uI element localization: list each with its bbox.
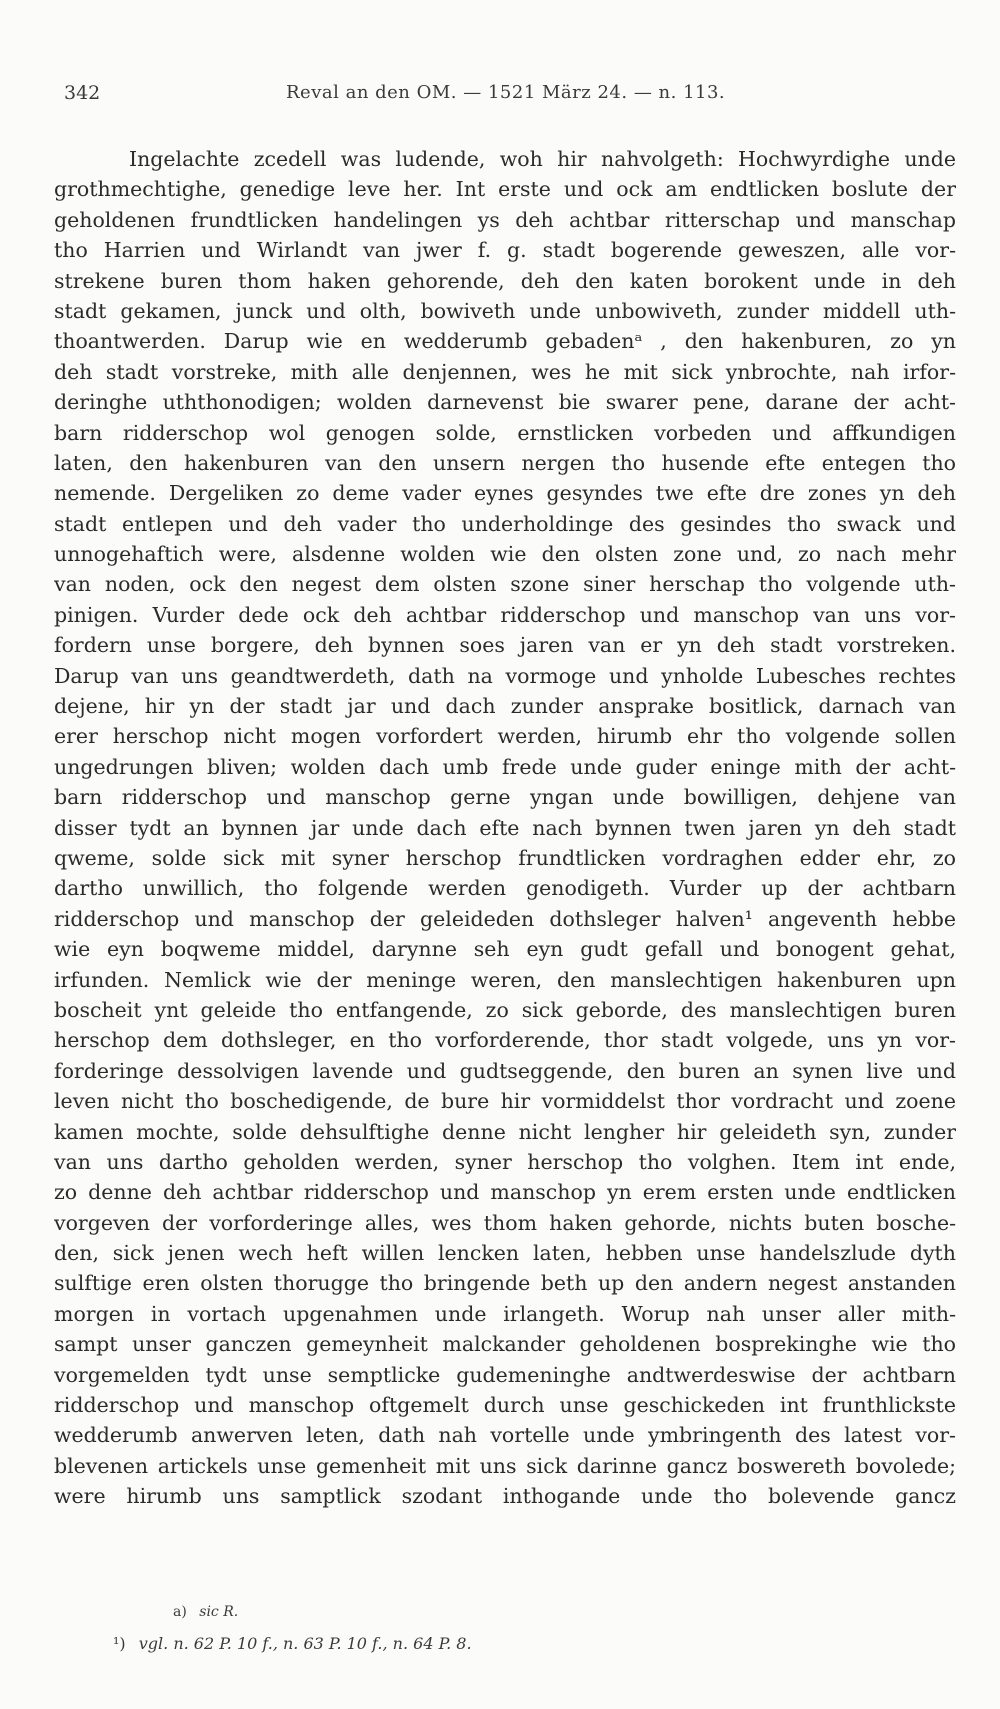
body-line: deh stadt vorstreke, mith alle denjennen, wes he mit sick ynbrochte, nah irfor- <box>54 359 956 384</box>
footnote-1-mark: ¹) <box>113 1634 126 1653</box>
body-line: sulftige eren olsten thorugge tho bringende beth up den andern negest anstanden <box>54 1271 956 1296</box>
body-line: deringhe uththonodigen; wolden darnevenst bie swarer pene, darane der acht- <box>54 390 956 415</box>
body-line: tho Harrien und Wirlandt van jwer f. g. stadt bogerende geweszen, alle vor- <box>54 238 956 263</box>
body-line: wie eyn boqweme middel, darynne seh eyn gudt gefall und bonogent gehat, <box>54 937 956 962</box>
page-header <box>64 82 944 110</box>
body-line: blevenen artickels unse gemenheit mit uns sick darinne gancz boswereth bovolede; <box>54 1453 956 1478</box>
footnote-alpha-mark: a) <box>173 1604 187 1620</box>
body-line: pinigen. Vurder dede ock deh achtbar ridderschop und manschop van uns vor- <box>54 602 956 627</box>
body-line: qweme, solde sick mit syner herschop frundtlicken vordraghen edder ehr, zo <box>54 845 956 870</box>
body-line: den, sick jenen wech heft willen lencken laten, hebben unse handelszlude dyth <box>54 1241 956 1266</box>
body-line: Darup van uns geandtwerdeth, dath na vormoge und ynholde Lubesches rechtes <box>54 663 956 688</box>
running-title: Reval an den OM. — 1521 März 24. — n. 113. <box>286 82 726 103</box>
body-line: unnogehaftich were, alsdenne wolden wie den olsten zone und, zo nach mehr <box>54 542 956 567</box>
body-line: forderinge dessolvigen lavende und gudtseggende, den buren an synen live und <box>54 1058 956 1083</box>
body-line: morgen in vortach upgenahmen unde irlangeth. Worup nah unser aller mith- <box>54 1301 956 1326</box>
footnote-1-text: vgl. n. 62 P. 10 f., n. 63 P. 10 f., n. 64 P. 8. <box>138 1634 472 1653</box>
body-line: stadt gekamen, junck und olth, bowiveth unde unbowiveth, zunder middell uth- <box>54 298 956 323</box>
body-line: leven nicht tho boschedigende, de bure hir vormiddelst thor vordracht und zoene <box>54 1089 956 1114</box>
footnote-1 <box>113 1634 813 1664</box>
body-line: ridderschop und manschop oftgemelt durch unse geschickeden int frunthlickste <box>54 1393 956 1418</box>
body-line: fordern unse borgere, deh bynnen soes jaren van er yn deh stadt vorstreken. <box>54 633 956 658</box>
footnote-alpha <box>113 1604 813 1634</box>
page-number: 342 <box>64 82 101 104</box>
body-line: Ingelachte zcedell was ludende, woh hir nahvolgeth: Hochwyrdighe unde <box>129 147 956 171</box>
body-line: kamen mochte, solde dehsulftighe denne nicht lengher hir geleideth syn, zunder <box>54 1119 956 1144</box>
body-line: ungedrungen bliven; wolden dach umb frede unde guder eninge mith der acht- <box>54 754 956 779</box>
body-line: boscheit ynt geleide tho entfangende, zo sick geborde, des manslechtigen buren <box>54 997 956 1022</box>
body-line: barn ridderschop und manschop gerne yngan unde bowilligen, dehjene van <box>54 785 956 810</box>
body-line: vorgemelden tydt unse semptlicke gudemeninghe andtwerdeswise der achtbarn <box>54 1362 956 1387</box>
body-line: herschop dem dothsleger, en tho vorforderende, thor stadt volgede, uns yn vor- <box>54 1028 956 1053</box>
body-line: barn ridderschop wol genogen solde, ernstlicken vorbeden und affkundigen <box>54 420 956 445</box>
body-line: stadt entlepen und deh vader tho underholdinge des gesindes tho swack und <box>54 511 956 536</box>
body-line: ridderschop und manschop der geleideden dothsleger halven¹ angeventh hebbe <box>54 906 956 931</box>
body-line: sampt unser ganczen gemeynheit malckander geholdenen bosprekinghe wie tho <box>54 1332 956 1357</box>
body-line: van noden, ock den negest dem olsten szone siner herschap tho volgende uth- <box>54 572 956 597</box>
body-line: vorgeven der vorforderinge alles, wes thom haken gehorde, nichts buten bosche- <box>54 1210 956 1235</box>
body-line: nemende. Dergeliken zo deme vader eynes gesyndes twe efte dre zones yn deh <box>54 481 956 506</box>
body-line: geholdenen frundtlicken handelingen ys deh achtbar ritterschap und manschap <box>54 207 956 232</box>
footnotes <box>113 1604 813 1664</box>
body-line: were hirumb uns samptlick szodant inthogande unde tho bolevende gancz <box>54 1484 956 1509</box>
body-line: erer herschop nicht mogen vorfordert werden, hirumb ehr tho volgende sollen <box>54 724 956 749</box>
body-line: dejene, hir yn der stadt jar und dach zunder ansprake bositlick, darnach van <box>54 694 956 719</box>
body-line: laten, den hakenburen van den unsern nergen tho husende efte entegen tho <box>54 450 956 475</box>
body-line: wedderumb anwerven leten, dath nah vortelle unde ymbringenth des latest vor- <box>54 1423 956 1448</box>
body-line: thoantwerden. Darup wie en wedderumb gebadenᵃ , den hakenburen, zo yn <box>54 329 956 354</box>
body-line: van uns dartho geholden werden, syner herschop tho volghen. Item int ende, <box>54 1149 956 1174</box>
body-line: strekene buren thom haken gehorende, deh den katen borokent unde in deh <box>54 268 956 293</box>
body-line: irfunden. Nemlick wie der meninge weren, den manslechtigen hakenburen upn <box>54 967 956 992</box>
body-line: disser tydt an bynnen jar unde dach efte nach bynnen twen jaren yn deh stadt <box>54 815 956 840</box>
body-line: dartho unwillich, tho folgende werden genodigeth. Vurder up der achtbarn <box>54 876 956 901</box>
body-text <box>54 144 956 1512</box>
footnote-alpha-text: sic R. <box>199 1604 239 1620</box>
body-line: zo denne deh achtbar ridderschop und manschop yn erem ersten unde endtlicken <box>54 1180 956 1205</box>
body-line: grothmechtighe, genedige leve her. Int erste und ock am endtlicken boslute der <box>54 177 956 202</box>
